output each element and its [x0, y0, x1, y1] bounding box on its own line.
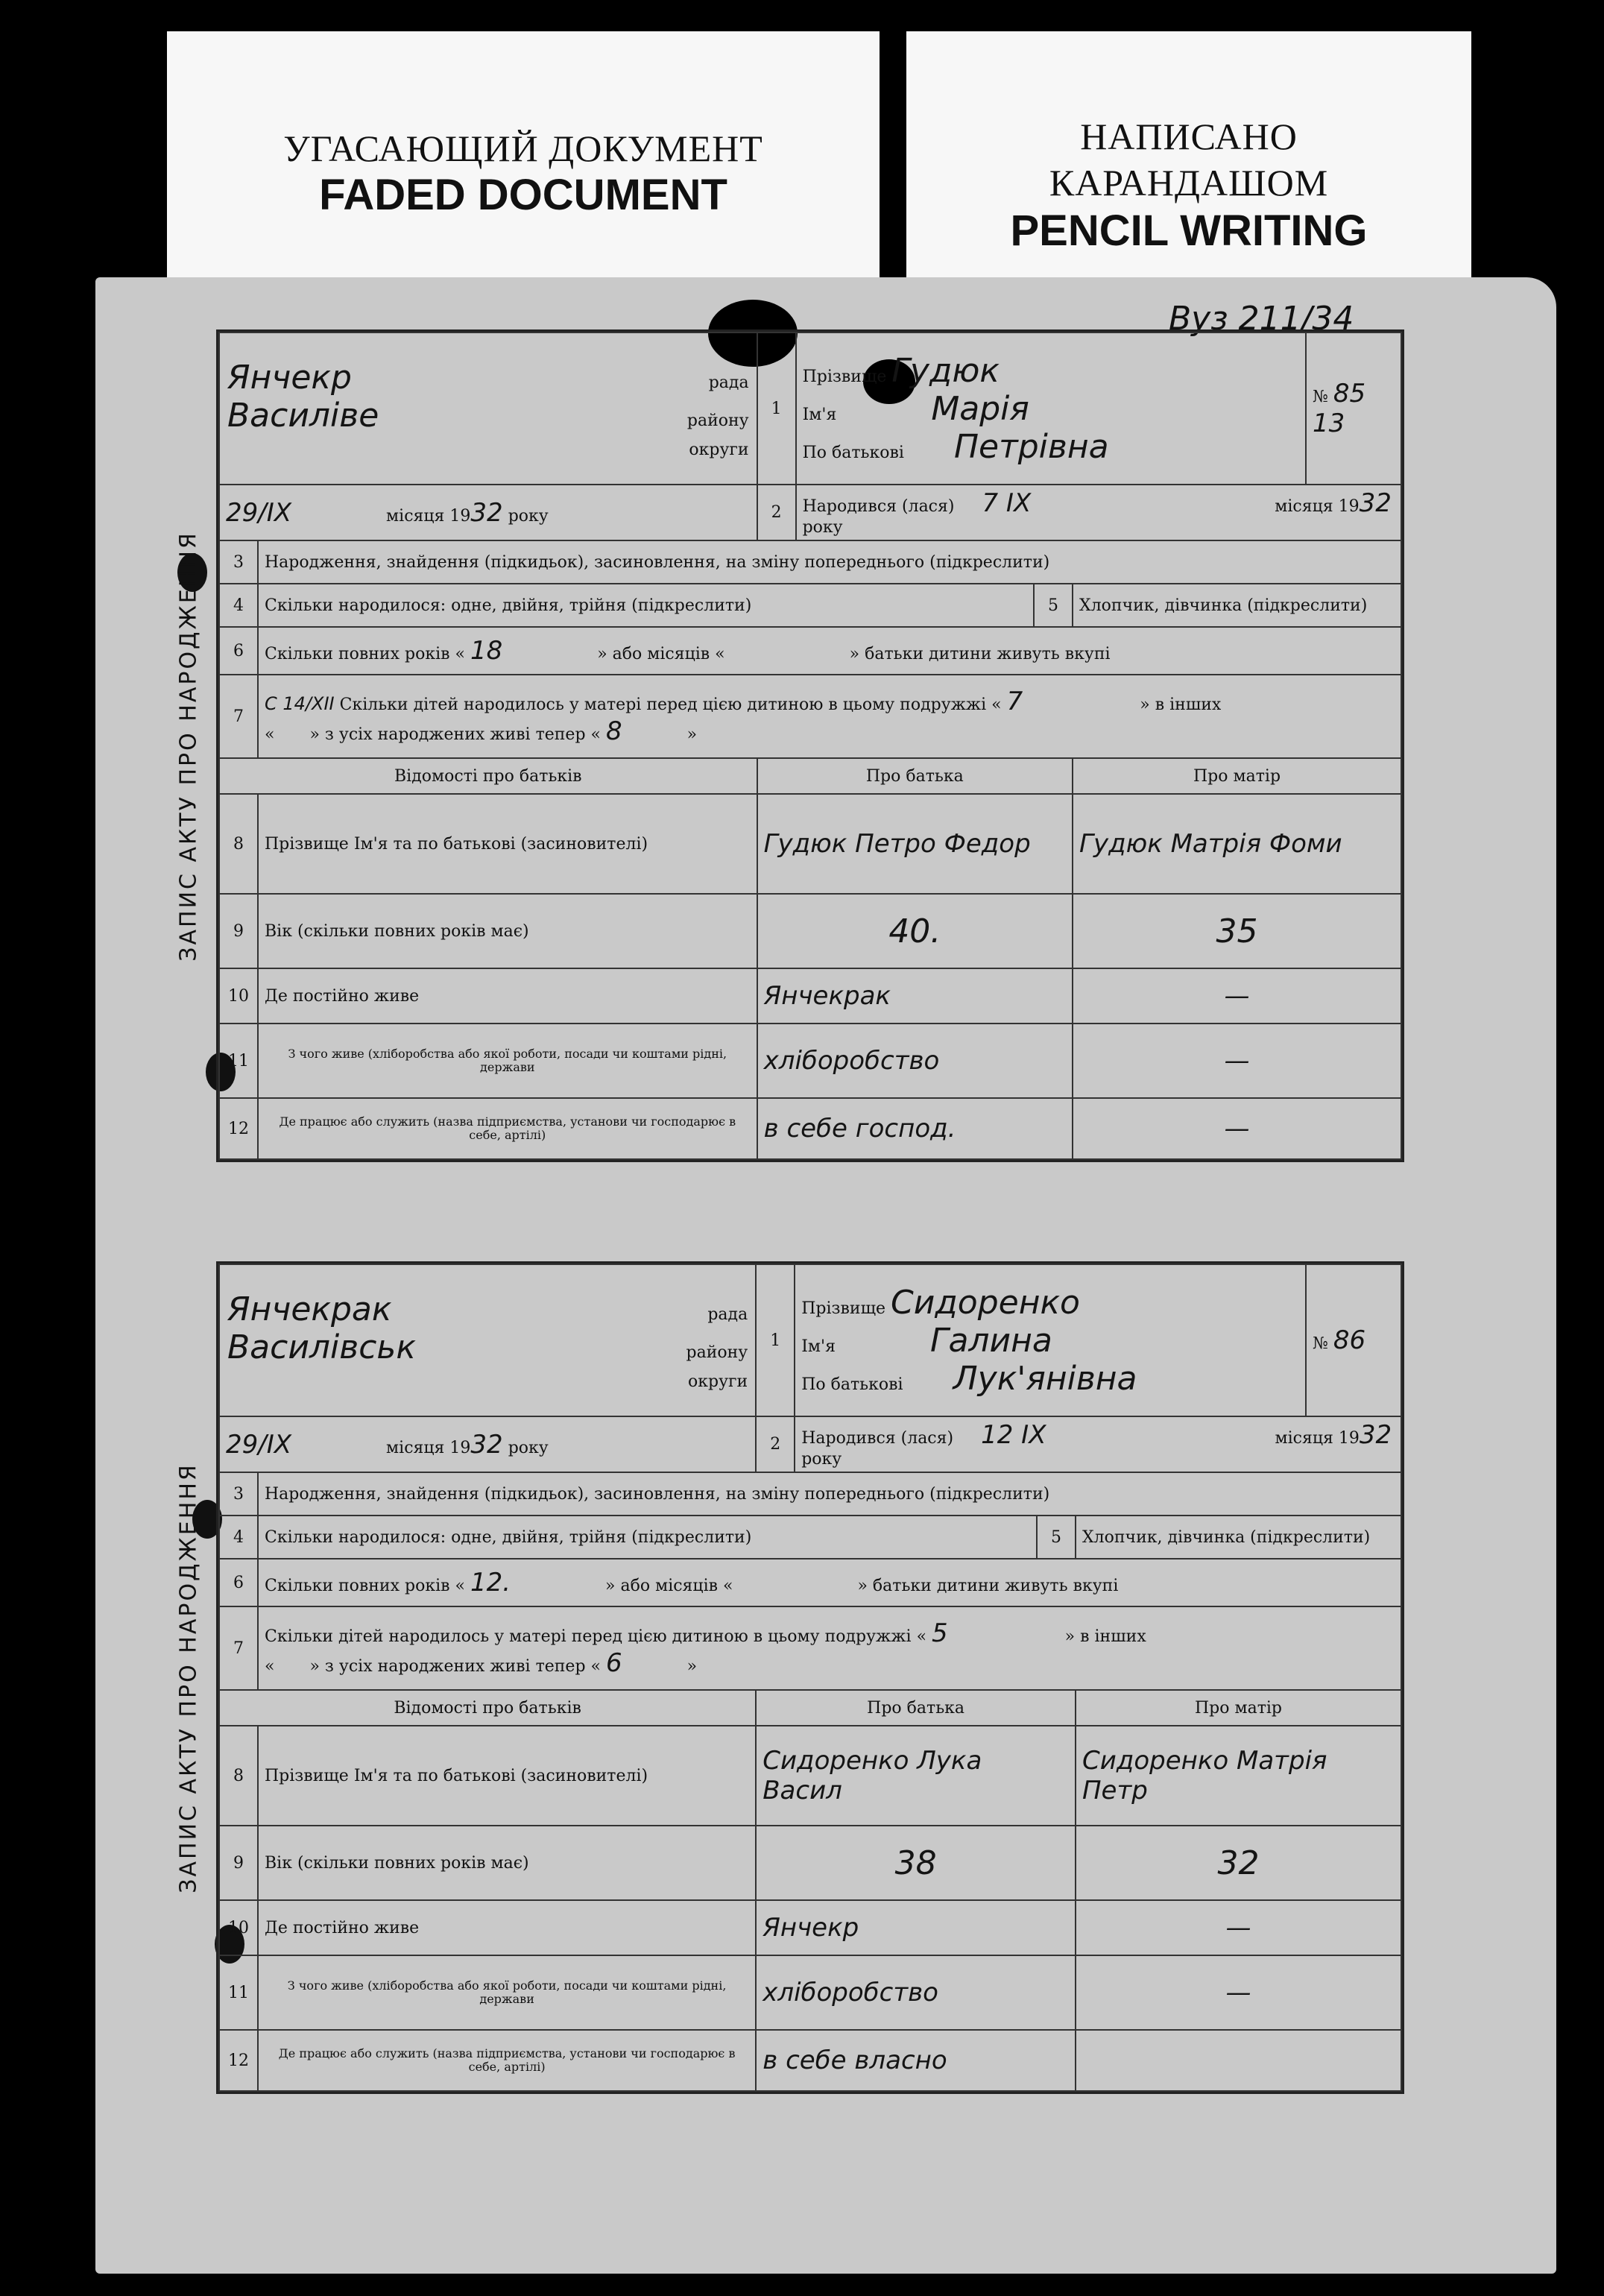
- row-5: Хлопчик, дівчинка (підкреслити): [1076, 1516, 1401, 1559]
- patronymic-value: Лук'янівна: [953, 1359, 1137, 1398]
- row-8-label: Прізвище Ім'я та по батькові (засиновителі): [258, 794, 757, 894]
- row-12-label: Де працює або служить (назва підприємства, установи чи господарює в себе, артілі): [258, 2030, 756, 2091]
- mother-means: —: [1076, 1955, 1401, 2030]
- row-4: Скільки народилося: одне, двійня, трійня (підкреслити): [258, 584, 1034, 627]
- number-box: № 86: [1306, 1264, 1401, 1416]
- record-number: 86: [1333, 1325, 1366, 1355]
- faded-label-ru: УГАСАЮЩИЙ ДОКУМЕНТ: [283, 127, 763, 169]
- row-10-label: Де постійно живе: [258, 968, 757, 1024]
- rayon-label: району: [686, 1343, 748, 1362]
- record-table: Янчекрак рада Василівськ району округи 1 Прізвище Сидоренко Ім'я Галина По батькові Лук'янівна № 86 29/IX місяця 1932 року 2 Народився (лася) 12 IX місяця 1932 року 3 Народження, знайдення (підкидьок), засиновлення, на зміну попереднього (підкреслити) 4 Скільки народилося: одне, двійня, трійня (підкреслити) 5 Хлопчик, дівчинка (підкреслити) 6 Скільки повних років « 12. » або місяців « » батьки дитини живуть вкупі 7 Скільки дітей народилось у матері перед цією дитиною в цьому подружжі « 5 » в інших « » з усіх народжених живі тепер « 6 » Відомості про батьків Про батька Про матір 8 Прізвище Ім'я та по батькові (засиновителі) Сидоренко Лука Васил Сидоренко Матрія Петр 9 Вік (скільки повних років має) 38 32 10 Де постійно живе Янчекр — 11 З чого живе (хліборобства або якої роботи, посади чи коштами рідні, держави хліборобство — 12 Де працює або служить (назва підприємства, установи чи господарює в себе, артілі) в себе власно: [218, 1264, 1402, 2092]
- okrugy-label: округи: [689, 440, 749, 459]
- row-3: Народження, знайдення (підкидьок), засиновлення, на зміну попереднього (підкреслити): [258, 540, 1401, 584]
- father-means: хліборобство: [756, 1955, 1076, 2030]
- side-title-box: [159, 1264, 218, 2092]
- registry-block: [219, 332, 757, 485]
- father-work: в себе господ.: [757, 1098, 1073, 1159]
- row-8-label: Прізвище Ім'я та по батькові (засиновителі): [258, 1726, 756, 1826]
- mother-means: —: [1073, 1024, 1401, 1098]
- father-age: 40.: [757, 894, 1073, 968]
- row-10-label: Де постійно живе: [258, 1900, 756, 1955]
- mother-age: 32: [1076, 1826, 1401, 1900]
- father-work: в себе власно: [756, 2030, 1076, 2091]
- rada-value: Янчекр: [227, 358, 352, 397]
- surname-label: Прізвище: [801, 1299, 886, 1318]
- rada-value: Янчекрак: [227, 1290, 392, 1328]
- record-number: 85: [1333, 379, 1366, 409]
- pencil-writing-label: [906, 31, 1471, 292]
- header-father: Про батька: [756, 1690, 1076, 1726]
- row-7: С 14/XII Скільки дітей народилось у матері перед цією дитиною в цьому подружжі « 7 » в інших « » з усіх народжених живі тепер « 8 »: [258, 675, 1401, 758]
- mother-age: 35: [1073, 894, 1401, 968]
- row-7: Скільки дітей народилось у матері перед цією дитиною в цьому подружжі « 5 » в інших « » з усіх народжених живі тепер « 6 »: [258, 1606, 1401, 1690]
- birth-date: Народився (лася) 12 IX місяця 1932 року: [795, 1416, 1401, 1472]
- okrugy-label: округи: [688, 1372, 748, 1391]
- pencil-label-ru2: КАРАНДАШОМ: [1049, 162, 1329, 204]
- registration-date: 29/IX місяця 1932 року: [219, 485, 757, 540]
- row-9-label: Вік (скільки повних років має): [258, 894, 757, 968]
- surname-label: Прізвище: [802, 367, 887, 386]
- birth-date: Народився (лася) 7 IX місяця 1932 року: [796, 485, 1401, 540]
- registration-date: 29/IX місяця 1932 року: [219, 1416, 756, 1472]
- row-6: Скільки повних років « 12. » або місяців « » батьки дитини живуть вкупі: [258, 1559, 1401, 1606]
- header-info: Відомості про батьків: [219, 758, 757, 794]
- surname-value: Сидоренко: [891, 1283, 1080, 1322]
- header-mother: Про матір: [1073, 758, 1401, 794]
- row-4: Скільки народилося: одне, двійня, трійня (підкреслити): [258, 1516, 1037, 1559]
- side-title: ЗАПИС АКТУ ПРО НАРОДЖЕННЯ: [175, 530, 202, 962]
- row-11-label: З чого живе (хліборобства або якої роботи, посади чи коштами рідні, держави: [258, 1955, 756, 2030]
- header-info: Відомості про батьків: [219, 1690, 756, 1726]
- rada-label: рада: [708, 373, 749, 392]
- surname-value: Гудюк: [891, 351, 1000, 390]
- header-father: Про батька: [757, 758, 1073, 794]
- row-9-label: Вік (скільки повних років має): [258, 1826, 756, 1900]
- margin-note: С 14/XII: [265, 693, 335, 714]
- rayon-label: району: [686, 411, 749, 430]
- mother-name: Сидоренко Матрія Петр: [1076, 1726, 1401, 1826]
- side-title: ЗАПИС АКТУ ПРО НАРОДЖЕННЯ: [175, 1462, 202, 1893]
- row-6: Скільки повних років « 18 » або місяців « » батьки дитини живуть вкупі: [258, 627, 1401, 675]
- mother-lives: —: [1073, 968, 1401, 1024]
- mother-work: [1076, 2030, 1401, 2091]
- rada-label: рада: [707, 1305, 748, 1324]
- father-means: хліборобство: [757, 1024, 1073, 1098]
- side-title-box: [159, 332, 218, 1160]
- birth-record-1: [175, 329, 1404, 1162]
- father-age: 38: [756, 1826, 1076, 1900]
- pencil-label-ru1: НАПИСАНО: [1080, 116, 1298, 157]
- faded-label-en: FADED DOCUMENT: [319, 171, 727, 219]
- mother-name: Гудюк Матрія Фоми: [1073, 794, 1401, 894]
- name-value: Марія: [931, 389, 1029, 428]
- father-name: Гудюк Петро Федор: [757, 794, 1073, 894]
- faded-document-label: [167, 31, 880, 292]
- child-name-block: [796, 332, 1306, 485]
- rayon-value: Василіве: [227, 396, 379, 435]
- row-12-label: Де працює або служить (назва підприємства, установи чи господарює в себе, артілі): [258, 1098, 757, 1159]
- rayon-value: Василівськ: [227, 1328, 416, 1366]
- name-label: Ім'я: [802, 405, 837, 424]
- pencil-label-en: PENCIL WRITING: [1010, 206, 1368, 255]
- child-name-block: [795, 1264, 1306, 1416]
- registry-block: [219, 1264, 756, 1416]
- name-value: Галина: [929, 1321, 1052, 1360]
- birth-record-2: [175, 1261, 1404, 2094]
- father-lives: Янчекр: [756, 1900, 1076, 1955]
- father-name: Сидоренко Лука Васил: [756, 1726, 1076, 1826]
- mother-lives: —: [1076, 1900, 1401, 1955]
- record-table: Янчекр рада Василіве району округи 1 Прізвище Гудюк Ім'я Марія По батькові Петрівна № 85 13 29/IX місяця 1932 року 2 Народився (лася) 7 IX місяця 1932 року 3 Народження, знайдення (підкидьок), засиновлення, на зміну попереднього (підкреслити) 4 Скільки народилося: одне, двійня, трійня (підкреслити) 5 Хлопчик, дівчинка (підкреслити) 6 Скільки повних років « 18 » або місяців « » батьки дитини живуть вкупі 7 С 14/XII Скільки дітей народилось у матері перед цією дитиною в цьому подружжі « 7 » в інших « » з усіх народжених живі тепер « 8 » Відомості про батьків Про батька Про матір 8 Прізвище Ім'я та по батькові (засиновителі) Гудюк Петро Федор Гудюк Матрія Фоми 9 Вік (скільки повних років має) 40. 35 10 Де постійно живе Янчекрак — 11 З чого живе (хліборобства або якої роботи, посади чи коштами рідні, держави хліборобство — 12 Де працює або служить (назва підприємства, установи чи господарює в себе, артілі) в себе господ. —: [218, 332, 1402, 1160]
- patronymic-value: Петрівна: [953, 427, 1109, 466]
- record-number-2: 13: [1313, 409, 1345, 438]
- father-lives: Янчекрак: [757, 968, 1073, 1024]
- header-mother: Про матір: [1076, 1690, 1401, 1726]
- patronymic-label: По батькові: [801, 1375, 903, 1394]
- number-box: № 85 13: [1306, 332, 1401, 485]
- row-3: Народження, знайдення (підкидьок), засиновлення, на зміну попереднього (підкреслити): [258, 1472, 1401, 1516]
- top-handwritten-note: Вуз 211/34: [1169, 300, 1354, 338]
- name-label: Ім'я: [801, 1337, 836, 1356]
- row-5: Хлопчик, дівчинка (підкреслити): [1073, 584, 1401, 627]
- mother-work: —: [1073, 1098, 1401, 1159]
- row-11-label: З чого живе (хліборобства або якої роботи, посади чи коштами рідні, держави: [258, 1024, 757, 1098]
- patronymic-label: По батькові: [802, 443, 904, 462]
